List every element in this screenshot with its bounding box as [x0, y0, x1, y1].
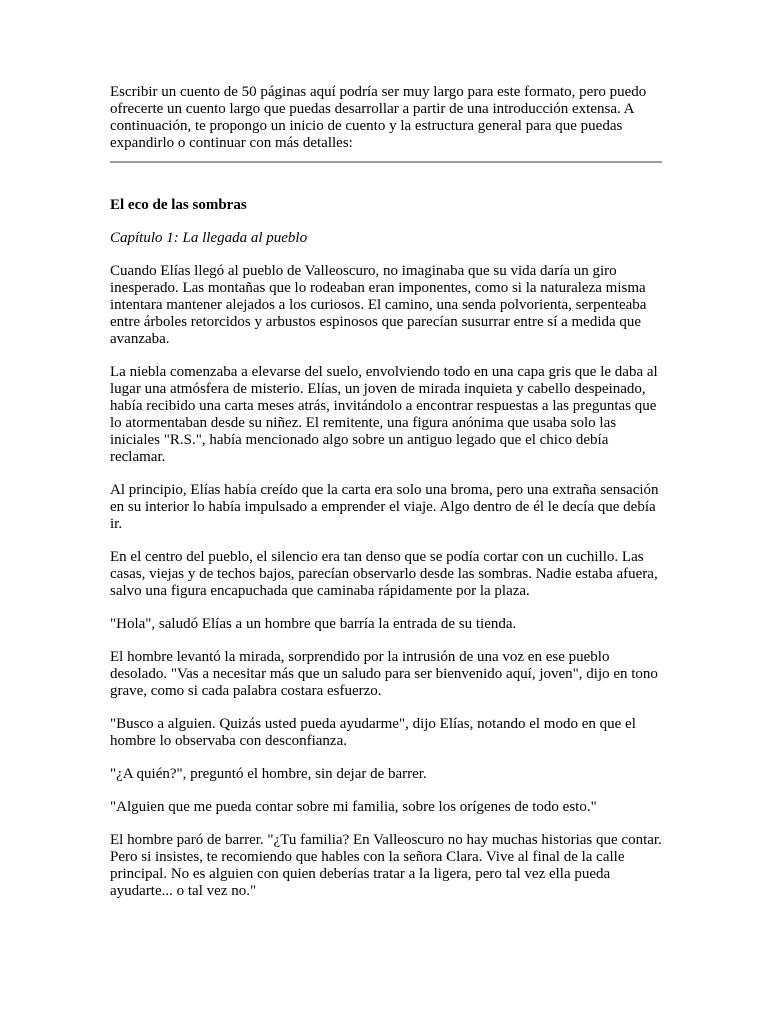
horizontal-divider	[110, 161, 662, 163]
story-paragraph: "Hola", saludó Elías a un hombre que barría la entrada de su tienda.	[110, 616, 517, 632]
chapter-heading: Capítulo 1: La llegada al pueblo	[110, 230, 308, 246]
story-paragraph: "Alguien que me pueda contar sobre mi familia, sobre los orígenes de todo esto."	[110, 799, 597, 815]
story-title: El eco de las sombras	[110, 197, 247, 213]
story-paragraph: En el centro del pueblo, el silencio era tan denso que se podía cortar con un cuchillo. Las casas, viejas y de techos bajos, parecían observarlo desde las sombras. Nadie estaba afuera, salvo una figura encapuchada que caminaba rápidamente por la plaza.	[110, 549, 658, 599]
story-paragraph: El hombre levantó la mirada, sorprendido por la intrusión de una voz en ese pueblo desolado. "Vas a necesitar más que un saludo para ser bienvenido aquí, joven", dijo en tono grave, como si cada palabra costara esfuerzo.	[110, 649, 658, 699]
story-paragraph: "Busco a alguien. Quizás usted pueda ayudarme", dijo Elías, notando el modo en que el hombre lo observaba con desconfianza.	[110, 716, 636, 749]
story-paragraph: Al principio, Elías había creído que la carta era solo una broma, pero una extraña sensación en su interior lo había impulsado a emprender el viaje. Algo dentro de él le decía que debía ir.	[110, 482, 659, 532]
document-page	[110, 84, 662, 916]
intro-paragraph: Escribir un cuento de 50 páginas aquí podría ser muy largo para este formato, pero puedo ofrecerte un cuento largo que puedas desarrollar a partir de una introducción extensa. A continuación, te propongo un inicio de cuento y la estructura general para que puedas expandirlo o continuar con más detalles:	[110, 84, 647, 151]
story-paragraph: "¿A quién?", preguntó el hombre, sin dejar de barrer.	[110, 766, 427, 782]
story-paragraph: Cuando Elías llegó al pueblo de Valleoscuro, no imaginaba que su vida daría un giro inesperado. Las montañas que lo rodeaban eran imponentes, como si la naturaleza misma intentara mantener alejados a los curiosos. El camino, una senda polvorienta, serpenteaba entre árboles retorcidos y arbustos espinosos que parecían susurrar entre sí a medida que avanzaba.	[110, 263, 647, 347]
story-paragraph: El hombre paró de barrer. "¿Tu familia? En Valleoscuro no hay muchas historias que contar. Pero si insistes, te recomiendo que hables con la señora Clara. Vive al final de la calle principal. No es alguien con quien deberías tratar a la ligera, pero tal vez ella pueda ayudarte... o tal vez no."	[110, 832, 662, 899]
story-paragraph: La niebla comenzaba a elevarse del suelo, envolviendo todo en una capa gris que le daba al lugar una atmósfera de misterio. Elías, un joven de mirada inquieta y cabello despeinado, había recibido una carta meses atrás, invitándolo a encontrar respuestas a las preguntas que lo atormentaban desde su niñez. El remitente, una figura anónima que usaba solo las iniciales "R.S.", había mencionado algo sobre un antiguo legado que el chico debía reclamar.	[110, 364, 658, 465]
